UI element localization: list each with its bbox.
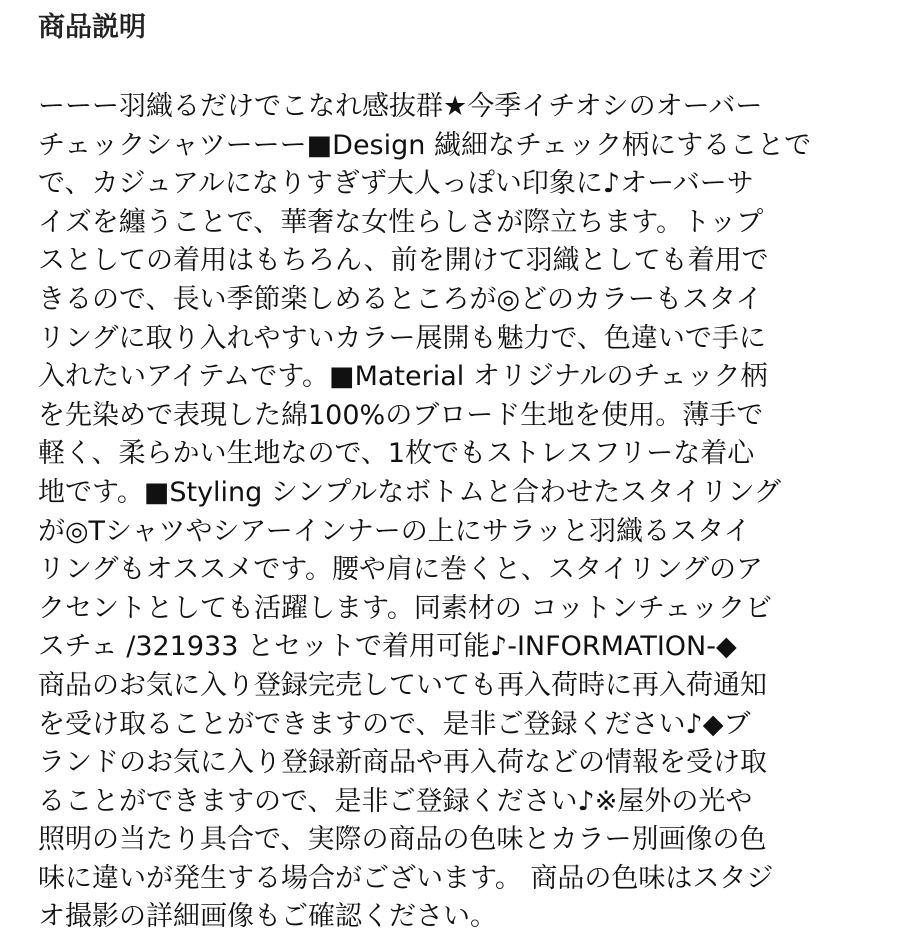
description-line: 地です。■Styling シンプルなボトムと合わせたスタイリング: [38, 476, 782, 508]
description-line: ることができますので、是非ご登録ください♪※屋外の光や: [38, 785, 753, 817]
description-line: を受け取ることができますので、是非ご登録ください♪◆ブ: [38, 708, 751, 740]
description-line: 照明の当たり具合で、実際の商品の色味とカラー別画像の色: [38, 824, 767, 856]
description-line: リングもオススメです。腰や肩に巻くと、スタイリングのア: [38, 554, 763, 586]
description-line: クセントとしても活躍します。同素材の コットンチェックビ: [38, 592, 773, 624]
description-line: チェックシャツーーー■Design 繊細なチェック柄にすることで: [38, 129, 812, 161]
description-line: オ撮影の詳細画像もご確認ください。: [38, 901, 497, 933]
description-line: スとしての着用はもちろん、前を開けて羽織としても着用で: [38, 245, 769, 277]
description-line: 入れたいアイテムです。■Material オリジナルのチェック柄: [38, 361, 768, 393]
description-line: を先染めで表現した綿100%のブロード生地を使用。薄手で: [38, 399, 764, 431]
description-line: イズを纏うことで、華奢な女性らしさが際立ちます。トップ: [38, 206, 764, 238]
description-line: が◎Tシャツやシアーインナーの上にサラッと羽織るスタイ: [38, 515, 751, 547]
description-line: ランドのお気に入り登録新商品や再入荷などの情報を受け取: [38, 747, 767, 779]
description-line: スチェ /321933 とセットで着用可能♪-INFORMATION-◆: [38, 631, 737, 663]
description-line: で、カジュアルになりすぎず大人っぽい印象に♪オーバーサ: [38, 168, 754, 200]
description-line: ーーー羽織るだけでこなれ感抜群★今季イチオシのオーバー: [38, 91, 763, 122]
product-description-title: 商品説明: [38, 12, 146, 43]
description-line: 味に違いが発生する場合がございます。 商品の色味はスタジ: [38, 862, 774, 894]
description-line: きるので、長い季節楽しめるところが◎どのカラーもスタイ: [38, 283, 763, 315]
description-line: 商品のお気に入り登録完売していても再入荷時に再入荷通知: [38, 669, 767, 701]
product-description-text: [38, 88, 878, 937]
description-line: 軽く、柔らかい生地なので、1枚でもストレスフリーな着心: [38, 438, 755, 470]
description-line: リングに取り入れやすいカラー展開も魅力で、色違いで手に: [38, 322, 766, 354]
